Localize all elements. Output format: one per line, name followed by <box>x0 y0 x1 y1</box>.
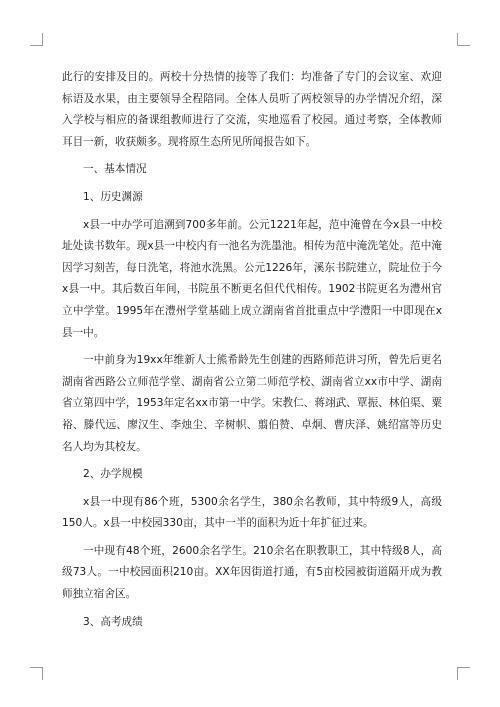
page-corner-mark-bottom-left <box>30 667 43 680</box>
paragraph-scale-1: x县一中现有86个班，5300余名学生，380余名教师，其中特级9人，高级150人。x县一中校园330亩，其中一半的面积为近十年扩征过来。 <box>62 495 442 530</box>
paragraph-scale-2: 一中现有48个班，2600余名学生。210余名在职教职工，其中特级8人，高级73人。一中校园面积210亩。XX年因街道打通，有5亩校园被街道隔开成为教师独立宿舍区。 <box>62 544 442 601</box>
subheading-scale: 2、办学规模 <box>83 468 143 481</box>
paragraph-history-2: 一中前身为19xx年维新人士熊希龄先生创建的西路师范讲习所，曾先后更名湖南省西路公立师范学堂、湖南省公立第二师范学校、湖南省立xx市中学、湖南省立第四中学，1953年定名xx市第一中学。宋教仁、蒋翊武、覃振、林伯渠、粟裕、滕代远、廖汉生、李烛尘、辛树帜、翦伯赞、卓炯、曹庆泽、姚绍富等历史名人均为其校友。 <box>62 354 442 453</box>
page-corner-mark-top-right <box>457 33 470 46</box>
heading-basic-info: 一、基本情况 <box>83 163 147 176</box>
subheading-history: 1、历史渊源 <box>83 190 143 203</box>
paragraph-history-1: x县一中办学可追溯到700多年前。公元1221年起，范中淹曾在今x县一中校址处读书数年。现x县一中校内有一池名为洗墨池。相传为范中淹洗笔处。范中淹因学习刻苦，每日洗笔，将池水洗黑。公元1226年，溪东书院建立，院址位于今x县一中。其后数百年间，书院虽不断更名但代代相传。1902书院更名为澧州官立中学堂。1995年在澧州学堂基础上成立湖南省首批重点中学澧阳一中即现在x县一中。 <box>62 218 442 339</box>
page-corner-mark-bottom-right <box>457 667 470 680</box>
subheading-exam-results: 3、高考成绩 <box>83 615 143 628</box>
document-body <box>62 67 442 633</box>
paragraph-intro: 此行的安排及目的。两校十分热情的接等了我们：均准备了专门的会议室、欢迎标语及水果，由主要领导全程陪同。全体人员听了两校领导的办学情况介绍，深入学校与相应的备课组教师进行了交流，实地巡看了校园。通过考察，全体教师耳目一新，收获颇多。现将原生态所见所闻报告如下。 <box>62 71 442 148</box>
page-corner-mark-top-left <box>30 33 43 46</box>
